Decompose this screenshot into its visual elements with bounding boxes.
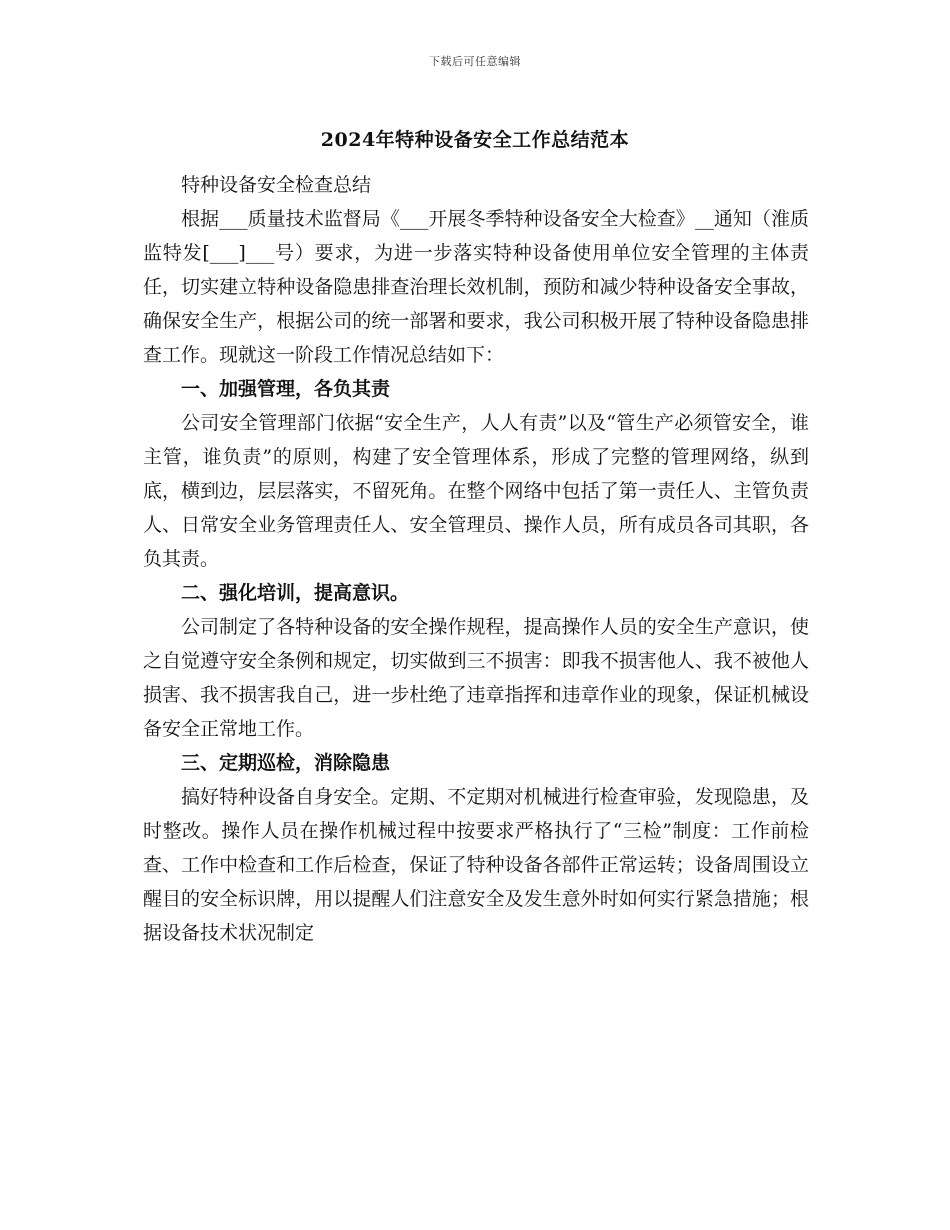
paragraph-subtitle: 特种设备安全检查总结	[181, 174, 372, 196]
document-title: 2024年特种设备安全工作总结范本	[320, 129, 630, 151]
header-note: 下载后可任意编辑	[429, 55, 521, 68]
paragraph-intro: 根据___质量技术监督局《___开展冬季特种设备安全大检查》__通知（淮质监特发[___]___号）要求，为进一步落实特种设备使用单位安全管理的主体责任，切实建立特种设备隐患排查治理长效机制，预防和减少特种设备安全事故，确保安全生产，根据公司的统一部署和要求，我公司积极开展了特种设备隐患排查工作。现就这一阶段工作情况总结如下：	[143, 208, 809, 366]
section-heading-1: 一、加强管理，各负其责	[181, 378, 391, 400]
section-heading-3: 三、定期巡检，消除隐患	[181, 752, 391, 774]
paragraph-section-1: 公司安全管理部门依据“安全生产，人人有责”以及“管生产必须管安全，谁主管，谁负责”的原则，构建了安全管理体系，形成了完整的管理网络，纵到底，横到边，层层落实，不留死角。在整个网络中包括了第一责任人、主管负责人、日常安全业务管理责任人、安全管理员、操作人员，所有成员各司其职，各负其责。	[143, 412, 809, 570]
paragraph-section-2: 公司制定了各特种设备的安全操作规程，提高操作人员的安全生产意识，使之自觉遵守安全条例和规定，切实做到三不损害：即我不损害他人、我不被他人损害、我不损害我自己，进一步杜绝了违章指挥和违章作业的现象，保证机械设备安全正常地工作。	[143, 616, 809, 740]
document-body	[143, 168, 809, 950]
section-heading-2: 二、强化培训，提高意识。	[181, 582, 410, 604]
paragraph-section-3: 搞好特种设备自身安全。定期、不定期对机械进行检查审验，发现隐患，及时整改。操作人员在操作机械过程中按要求严格执行了“三检”制度：工作前检查、工作中检查和工作后检查，保证了特种设备各部件正常运转；设备周围设立醒目的安全标识牌，用以提醒人们注意安全及发生意外时如何实行紧急措施；根据设备技术状况制定	[143, 786, 809, 944]
